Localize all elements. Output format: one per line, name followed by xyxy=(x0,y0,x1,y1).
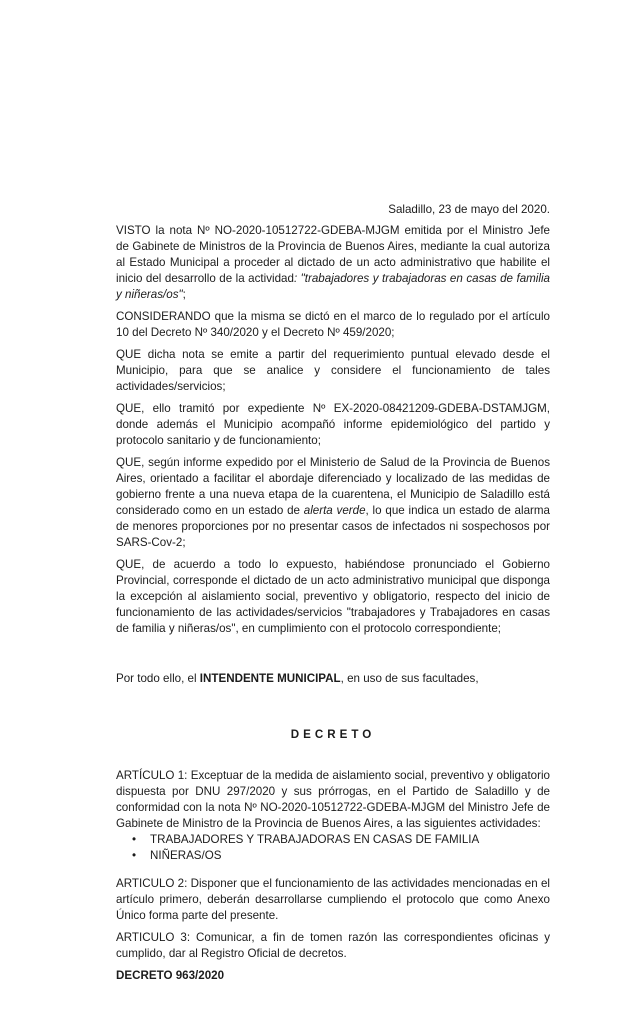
bullet-icon: • xyxy=(132,849,137,862)
list-item xyxy=(132,848,550,864)
actividad-2: NIÑERAS/OS xyxy=(150,849,222,862)
que-paragraph-2: QUE, ello tramitó por expediente Nº EX-2020-08421209-GDEBA-DSTAMJGM, donde además el Municipio acompañó informe epidemiológico del partido y protocolo sanitario y de funcionamiento; xyxy=(116,402,550,447)
spacer xyxy=(116,643,550,671)
intendente-municipal: INTENDENTE MUNICIPAL xyxy=(199,672,341,685)
por-todo-after: , en uso de sus facultades, xyxy=(340,672,479,685)
document-date: Saladillo, 23 de mayo del 2020. xyxy=(388,203,550,216)
visto-activity: : "trabajadores y trabajadoras en casas de familia y niñeras/os" xyxy=(116,272,550,301)
articulo-3: ARTICULO 3: Comunicar, a fin de tomen razón las correspondientes oficinas y cumplido, dar al Registro Oficial de decretos. xyxy=(116,931,550,960)
que-paragraph-1: QUE dicha nota se emite a partir del requerimiento puntual elevado desde el Municipio, para que se analice y considere el funcionamiento de tales actividades/servicios; xyxy=(116,348,550,393)
considerando-paragraph: CONSIDERANDO que la misma se dictó en el marco de lo regulado por el artículo 10 del Decreto Nº 340/2020 y el Decreto Nº 459/2020; xyxy=(116,310,550,339)
alerta-verde: alerta verde xyxy=(303,504,366,517)
por-todo-before: Por todo ello, el xyxy=(116,672,200,685)
que3-before: QUE, según informe expedido por el Ministerio de Salud de la Provincia de Buenos Aires, orientado a facilitar el abordaje diferenciado y localizado de las medidas de gobierno frente a una nueva etapa de la cuarentena, el Municipio de Saladillo está considerado como en un estado de xyxy=(116,456,550,517)
que-paragraph-4: QUE, de acuerdo a todo lo expuesto, habiéndose pronunciado el Gobierno Provincial, corresponde el dictado de un acto administrativo municipal que disponga la excepción al aislamiento social, preventivo y obligatorio, respecto del inicio de funcionamiento de las actividades/servicios "trabajadores y Trabajadores en casas de familia y niñeras/os", en cumplimiento con el protocolo correspondiente; xyxy=(116,558,550,635)
decreto-number: DECRETO 963/2020 xyxy=(116,969,225,982)
articulo-1: ARTÍCULO 1: Exceptuar de la medida de aislamiento social, preventivo y obligatorio dispuesta por DNU 297/2020 y sus prórrogas, en el Partido de Saladillo y de conformidad con la nota Nº NO-2020-10512722-GDEBA-MJGM del Ministro Jefe de Gabinete de Ministro de la Provincia de Buenos Aires, a las siguientes actividades: xyxy=(116,769,550,830)
decreto-heading: DECRETO xyxy=(290,728,376,741)
actividad-1: TRABAJADORES Y TRABAJADORAS EN CASAS DE FAMILIA xyxy=(150,833,480,846)
spacer xyxy=(116,693,550,727)
actividades-list xyxy=(116,832,550,864)
que3-after: , lo que indica un estado de alarma de menores proporciones por no presentar casos de infectados ni sospechosos por SARS-Cov-2; xyxy=(116,504,550,549)
visto-text: VISTO la nota Nº NO-2020-10512722-GDEBA-MJGM emitida por el Ministro Jefe de Gabinete de Ministros de la Provincia de Buenos Aires, mediante la cual autoriza al Estado Municipal a proceder al dictado de un acto administrativo que habilite el inicio del desarrollo de la actividad xyxy=(116,224,550,285)
document-body xyxy=(116,202,550,984)
visto-paragraph xyxy=(116,223,550,303)
por-todo-paragraph xyxy=(116,671,550,687)
que-paragraph-3 xyxy=(116,455,550,551)
articulo-2: ARTICULO 2: Disponer que el funcionamiento de las actividades mencionadas en el artículo primero, deberán desarrollarse cumpliendo el protocolo que como Anexo Único forma parte del presente. xyxy=(116,877,550,922)
list-item xyxy=(132,832,550,848)
visto-end: ; xyxy=(182,288,186,301)
bullet-icon: • xyxy=(132,833,137,846)
